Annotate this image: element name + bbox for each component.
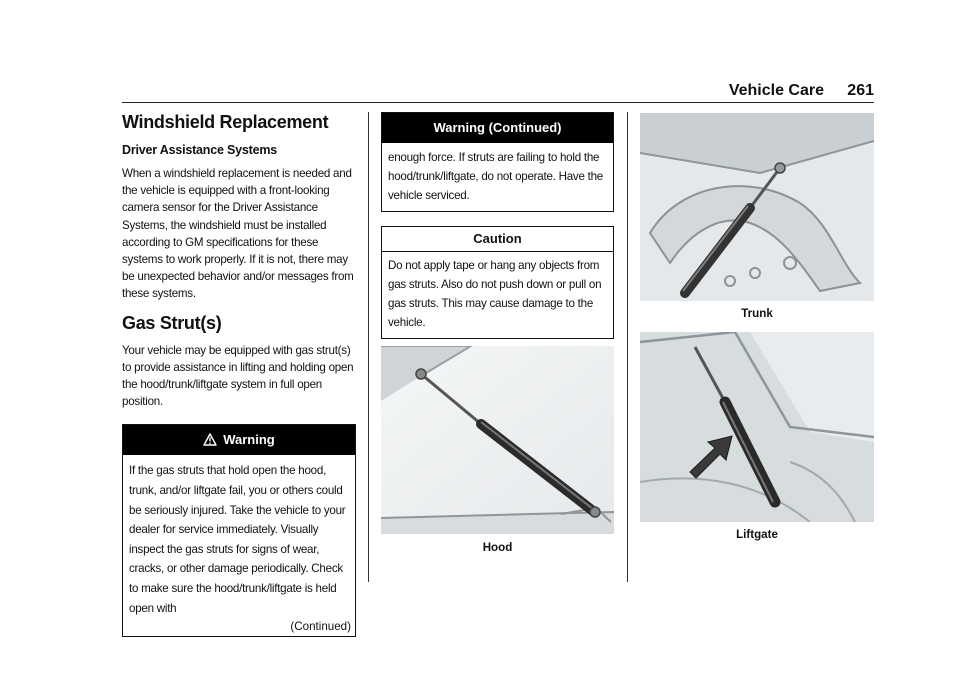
windshield-paragraph: When a windshield replacement is needed and the vehicle is equipped with a front-looking camera sensor for the Driver Assistance Systems, the windshield must be installed according to GM specifications for these systems to work properly. If it is not, there may be unexpected behavior and/or messages from these systems. bbox=[122, 167, 354, 301]
warning-label: Warning bbox=[223, 432, 275, 448]
warning-continued-header: Warning (Continued) bbox=[382, 113, 613, 143]
page-header bbox=[122, 82, 874, 103]
warning-continued: (Continued) bbox=[290, 620, 351, 634]
driver-assistance-subheading: Driver Assistance Systems bbox=[122, 143, 278, 157]
liftgate-caption: Liftgate bbox=[736, 528, 778, 541]
gas-struts-heading: Gas Strut(s) bbox=[122, 312, 222, 333]
warning-text: If the gas struts that hold open the hood, trunk, and/or liftgate fail, you or others could be seriously injured. Take the vehicle to your dealer for service immediately. Visually inspect the gas struts for signs of wear, cracks, or other damage periodically. Check to make sure the hood/trunk/liftgate is held open with bbox=[129, 464, 346, 615]
caution-box bbox=[381, 226, 614, 339]
warning-triangle-icon bbox=[203, 425, 217, 455]
warning-box bbox=[122, 424, 356, 637]
trunk-caption: Trunk bbox=[741, 307, 773, 320]
gas-struts-paragraph: Your vehicle may be equipped with gas strut(s) to provide assistance in lifting and holding open the hood/trunk/liftgate system in full open position. bbox=[122, 343, 354, 409]
page-number: 261 bbox=[847, 82, 874, 99]
caution-header: Caution bbox=[382, 227, 613, 252]
column-left bbox=[122, 112, 356, 637]
liftgate-illustration bbox=[640, 332, 874, 522]
warning-continued-text: enough force. If struts are failing to hold the hood/trunk/liftgate, do not operate. Have the vehicle serviced. bbox=[388, 151, 603, 202]
caution-text: Do not apply tape or hang any objects from gas struts. Also do not push down or pull on gas struts. This may cause damage to the vehicle. bbox=[388, 259, 602, 329]
warning-continued-box bbox=[381, 112, 614, 212]
windshield-heading: Windshield Replacement bbox=[122, 112, 329, 132]
hood-caption: Hood bbox=[482, 541, 513, 554]
hood-illustration bbox=[381, 346, 614, 534]
section-title: Vehicle Care bbox=[728, 82, 824, 99]
column-divider-2 bbox=[627, 112, 628, 582]
column-divider-1 bbox=[368, 112, 369, 582]
trunk-illustration bbox=[640, 113, 874, 301]
column-middle bbox=[381, 112, 614, 365]
warning-header bbox=[123, 425, 355, 455]
